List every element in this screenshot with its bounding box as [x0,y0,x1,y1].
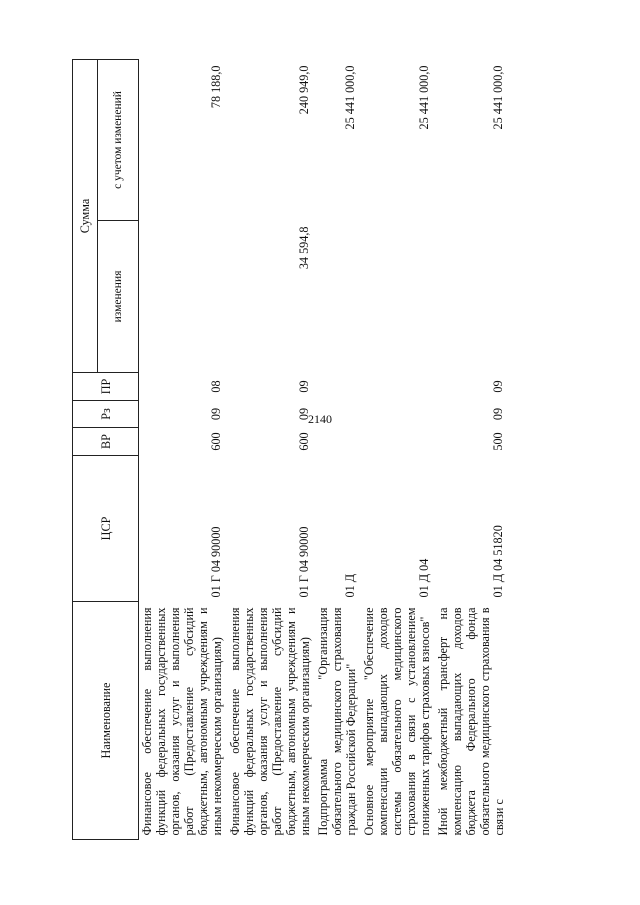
row-total: 240 949,0 [297,65,311,115]
row-vr: 500 [491,432,505,451]
row-pr [315,373,361,401]
row-csr: 01 Г 04 90000 [209,526,223,598]
row-name: Подпрограмма "Организация обязательного медицинского страхования граждан Российской Федерации" [316,607,358,836]
row-rz [361,401,435,428]
row-change [361,221,435,373]
row-name: Финансовое обеспечение выполнения функций федеральных государственных органов, оказания услуг и выполнения работ (Предоставление субсидий бюджетным, автономным учреждениям и иным некоммерческим организациям) [228,607,312,836]
row-vr [315,428,361,456]
table-row [227,59,315,839]
table-row [361,59,435,839]
row-change: 34 594,8 [297,226,311,270]
row-rz: 09 [209,407,223,421]
row-change [139,221,228,373]
header-pr: ПР [73,373,139,401]
page-number: 2140 [308,412,332,426]
row-csr: 01 Д 04 51820 [491,525,505,598]
row-name: Иной межбюджетный трансферт на компенсацию выпадающих доходов бюджета Федерального фонда обязательного медицинского страхования в связи с [436,607,506,836]
header-name: Наименование [73,602,139,840]
row-change [435,221,509,373]
header-sum: Сумма [73,59,98,372]
row-total: 25 441 000,0 [417,65,431,130]
row-rz: 09 [491,407,505,421]
row-pr: 09 [297,380,311,393]
row-rz: 09 [297,407,311,421]
row-name: Основное мероприятие "Обеспечение компенсации выпадающих доходов системы обязательного медицинского страхования в связи с установлением пониженных тарифов страховых взносов" [362,607,432,836]
row-vr: 600 [297,432,311,451]
row-pr: 08 [209,380,223,393]
header-vr: ВР [73,428,139,456]
header-changes: изменения [98,221,139,373]
table-row [435,59,509,839]
row-csr: 01 Д [343,573,357,598]
row-csr: 01 Д 04 [417,558,431,598]
row-total: 78 188,0 [209,65,223,109]
budget-table [72,59,509,840]
header-csr: ЦСР [73,456,139,602]
row-csr: 01 Г 04 90000 [297,526,311,598]
row-pr [361,373,435,401]
row-name: Финансовое обеспечение выполнения функций федеральных государственных органов, оказания услуг и выполнения работ (Предоставление субсидий бюджетным, автономным учреждениям и иным некоммерческим организациям) [140,607,224,836]
header-rz: Рз [73,401,139,428]
row-total: 25 441 000,0 [491,65,505,130]
row-vr: 600 [209,432,223,451]
row-vr [361,428,435,456]
row-rz [315,401,361,428]
header-with-changes: с учетом изменений [98,59,139,220]
table-header-row [73,59,98,839]
row-pr: 09 [491,380,505,393]
table-row [315,59,361,839]
row-total: 25 441 000,0 [343,65,357,130]
row-change [315,221,361,373]
table-row [139,59,228,839]
rotated-page-content [72,60,582,840]
